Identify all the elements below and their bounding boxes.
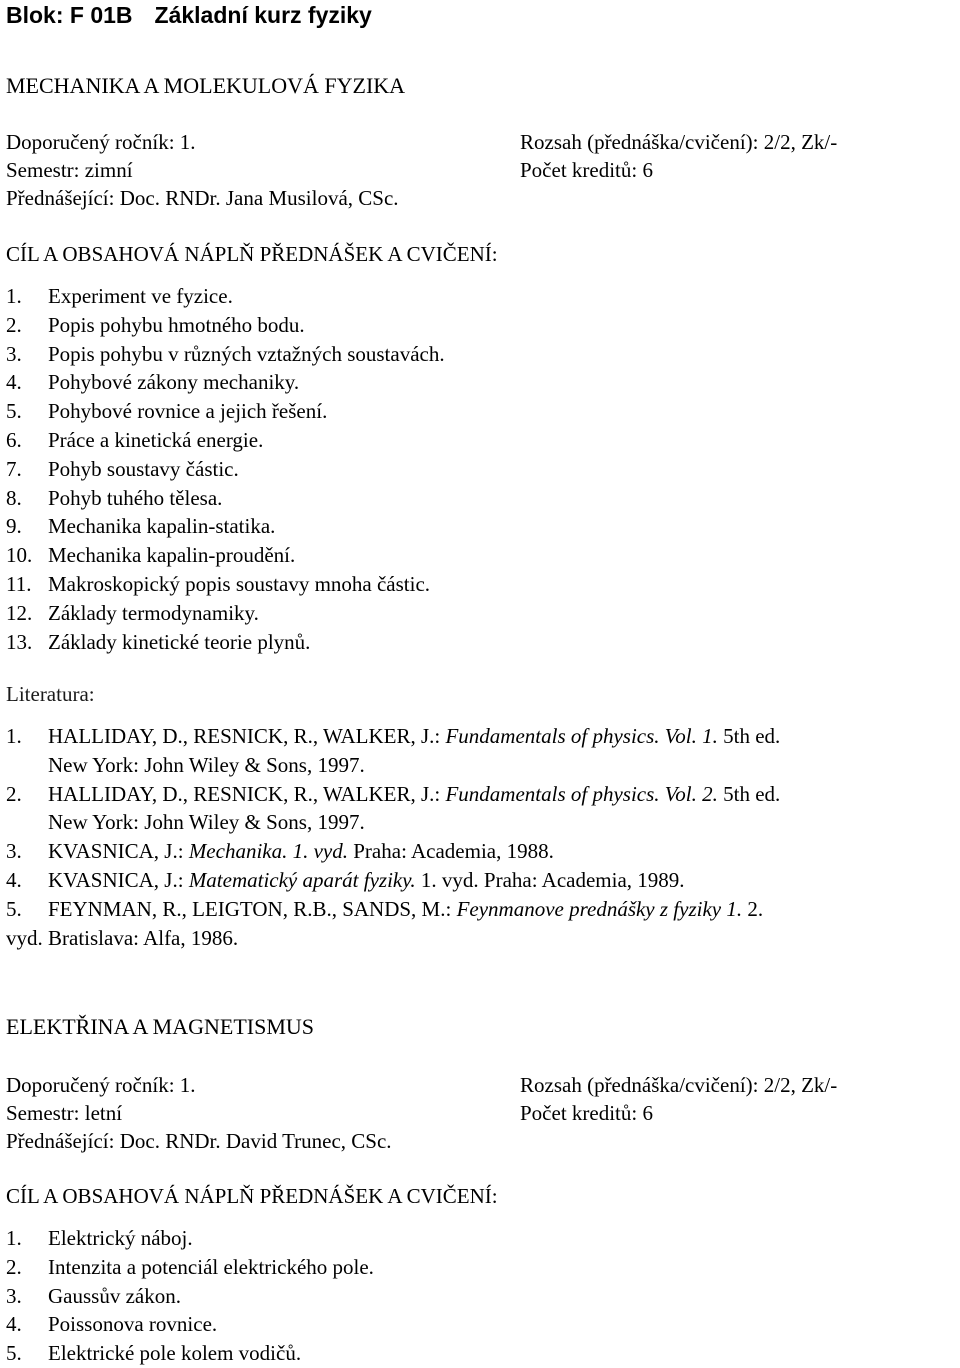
topic-number: 7.: [6, 456, 22, 481]
literature-authors: FEYNMAN, R., LEIGTON, R.B., SANDS, M.:: [48, 896, 457, 921]
literature-authors: KVASNICA, J.:: [48, 839, 189, 864]
topic-item: [6, 1310, 374, 1339]
literature-heading: Literatura:: [6, 682, 95, 706]
topic-number: 2.: [6, 1254, 22, 1279]
topic-number: 4.: [6, 370, 22, 395]
literature-line: [6, 780, 954, 809]
block-name: Základní kurz fyziky: [154, 2, 372, 28]
block-title: [6, 0, 372, 30]
literature-number: 4.: [6, 867, 22, 892]
topic-text: Elektrické pole kolem vodičů.: [48, 1341, 302, 1366]
topic-item: [6, 484, 445, 513]
literature-item: [6, 866, 954, 895]
topic-text: Pohybové rovnice a jejich řešení.: [48, 399, 328, 424]
topic-text: Popis pohybu hmotného bodu.: [48, 312, 305, 337]
literature-line: [6, 866, 954, 895]
block-label: Blok: F 01B: [6, 2, 133, 28]
literature-number: 3.: [6, 839, 22, 864]
literature-title: Fundamentals of physics. Vol. 2.: [445, 781, 718, 806]
topic-number: 9.: [6, 514, 22, 539]
topic-number: 1.: [6, 1226, 22, 1250]
literature-authors: HALLIDAY, D., RESNICK, R., WALKER, J.:: [48, 781, 446, 806]
literature-details: 2.: [742, 896, 764, 921]
course-info-row: [6, 1127, 954, 1155]
topic-number: 4.: [6, 1312, 22, 1337]
literature-number: 1.: [6, 724, 22, 748]
lecturer: Přednášející: Doc. RNDr. David Trunec, CSc.: [6, 1129, 392, 1153]
literature-title: Feynmanove prednášky z fyziky 1.: [456, 896, 743, 921]
course-info-row: [6, 1099, 954, 1127]
topic-number: 6.: [6, 427, 22, 452]
goal-heading: CÍL A OBSAHOVÁ NÁPLŇ PŘEDNÁŠEK A CVIČENÍ:: [6, 242, 498, 266]
literature-list: [6, 722, 954, 952]
literature-title: Mechanika. 1. vyd.: [188, 839, 348, 864]
topic-item: [6, 1282, 374, 1311]
lecturer: Přednášející: Doc. RNDr. Jana Musilová, CSc.: [6, 186, 399, 210]
topic-item: [6, 282, 445, 311]
literature-details: 5th ed.: [717, 781, 781, 806]
literature-title: Matematický aparát fyziky.: [188, 867, 416, 892]
topic-text: Základy kinetické teorie plynů.: [48, 629, 311, 654]
literature-details: 1. vyd. Praha: Academia, 1989.: [415, 867, 685, 892]
topic-item: [6, 570, 445, 599]
topic-text: Gaussův zákon.: [48, 1283, 181, 1308]
topic-list: [6, 282, 445, 656]
literature-title: Fundamentals of physics. Vol. 1.: [445, 724, 718, 748]
credits: Počet kreditů: 6: [520, 1101, 653, 1125]
topic-text: Mechanika kapalin-statika.: [48, 514, 276, 539]
course-title: ELEKTŘINA A MAGNETISMUS: [6, 1014, 315, 1039]
literature-authors: HALLIDAY, D., RESNICK, R., WALKER, J.:: [48, 724, 446, 748]
topic-item: [6, 1339, 374, 1368]
literature-number: 2.: [6, 781, 22, 806]
literature-continuation: vyd. Bratislava: Alfa, 1986.: [6, 925, 239, 950]
literature-item: [6, 722, 954, 780]
topic-text: Elektrický náboj.: [48, 1226, 193, 1250]
topic-item: [6, 397, 445, 426]
topic-number: 13.: [6, 629, 33, 654]
topic-item: [6, 455, 445, 484]
topic-text: Základy termodynamiky.: [48, 600, 259, 625]
topic-item: [6, 340, 445, 369]
topic-text: Mechanika kapalin-proudění.: [48, 543, 296, 568]
topic-number: 3.: [6, 341, 22, 366]
literature-item: [6, 780, 954, 838]
topic-item: [6, 368, 445, 397]
topic-text: Makroskopický popis soustavy mnoha částic.: [48, 571, 431, 596]
topic-text: Pohybové zákony mechaniky.: [48, 370, 300, 395]
topic-number: 12.: [6, 600, 33, 625]
topic-item: [6, 628, 445, 657]
credits: Počet kreditů: 6: [520, 158, 653, 182]
literature-item: [6, 837, 954, 866]
literature-line: [6, 722, 954, 751]
semester: Semestr: zimní: [6, 158, 133, 182]
course-info-row: [6, 156, 954, 184]
course-info-row: [6, 128, 954, 156]
course-info-row: [6, 1071, 954, 1099]
topic-text: Pohyb tuhého tělesa.: [48, 485, 223, 510]
topic-number: 2.: [6, 312, 22, 337]
goal-heading: CÍL A OBSAHOVÁ NÁPLŇ PŘEDNÁŠEK A CVIČENÍ:: [6, 1184, 498, 1208]
topic-item: [6, 426, 445, 455]
literature-line: [6, 837, 954, 866]
course-scope: Rozsah (přednáška/cvičení): 2/2, Zk/-: [520, 1073, 838, 1097]
literature-continuation: New York: John Wiley & Sons, 1997.: [48, 752, 365, 777]
course-info-row: [6, 184, 954, 212]
recommended-year: Doporučený ročník: 1.: [6, 1073, 196, 1097]
topic-number: 3.: [6, 1283, 22, 1308]
topic-list: [6, 1224, 374, 1368]
topic-text: Pohyb soustavy částic.: [48, 456, 239, 481]
topic-item: [6, 1224, 374, 1253]
topic-text: Popis pohybu v různých vztažných soustavách.: [48, 341, 445, 366]
topic-number: 11.: [6, 571, 32, 596]
topic-item: [6, 599, 445, 628]
topic-item: [6, 1253, 374, 1282]
topic-item: [6, 541, 445, 570]
literature-continuation: New York: John Wiley & Sons, 1997.: [48, 810, 365, 835]
topic-item: [6, 311, 445, 340]
topic-number: 5.: [6, 399, 22, 424]
literature-details: Praha: Academia, 1988.: [348, 839, 554, 864]
topic-number: 8.: [6, 485, 22, 510]
literature-number: 5.: [6, 896, 22, 921]
literature-line: [6, 895, 954, 924]
literature-authors: KVASNICA, J.:: [48, 867, 189, 892]
topic-item: [6, 512, 445, 541]
literature-details: 5th ed.: [717, 724, 781, 748]
recommended-year: Doporučený ročník: 1.: [6, 130, 196, 154]
course-scope: Rozsah (přednáška/cvičení): 2/2, Zk/-: [520, 130, 838, 154]
topic-text: Intenzita a potenciál elektrického pole.: [48, 1254, 374, 1279]
topic-text: Práce a kinetická energie.: [48, 427, 264, 452]
course-title: MECHANIKA A MOLEKULOVÁ FYZIKA: [6, 73, 406, 98]
topic-number: 5.: [6, 1341, 22, 1366]
topic-text: Experiment ve fyzice.: [48, 284, 233, 308]
semester: Semestr: letní: [6, 1101, 123, 1125]
literature-item: [6, 895, 954, 953]
topic-text: Poissonova rovnice.: [48, 1312, 218, 1337]
topic-number: 10.: [6, 543, 33, 568]
topic-number: 1.: [6, 284, 22, 308]
